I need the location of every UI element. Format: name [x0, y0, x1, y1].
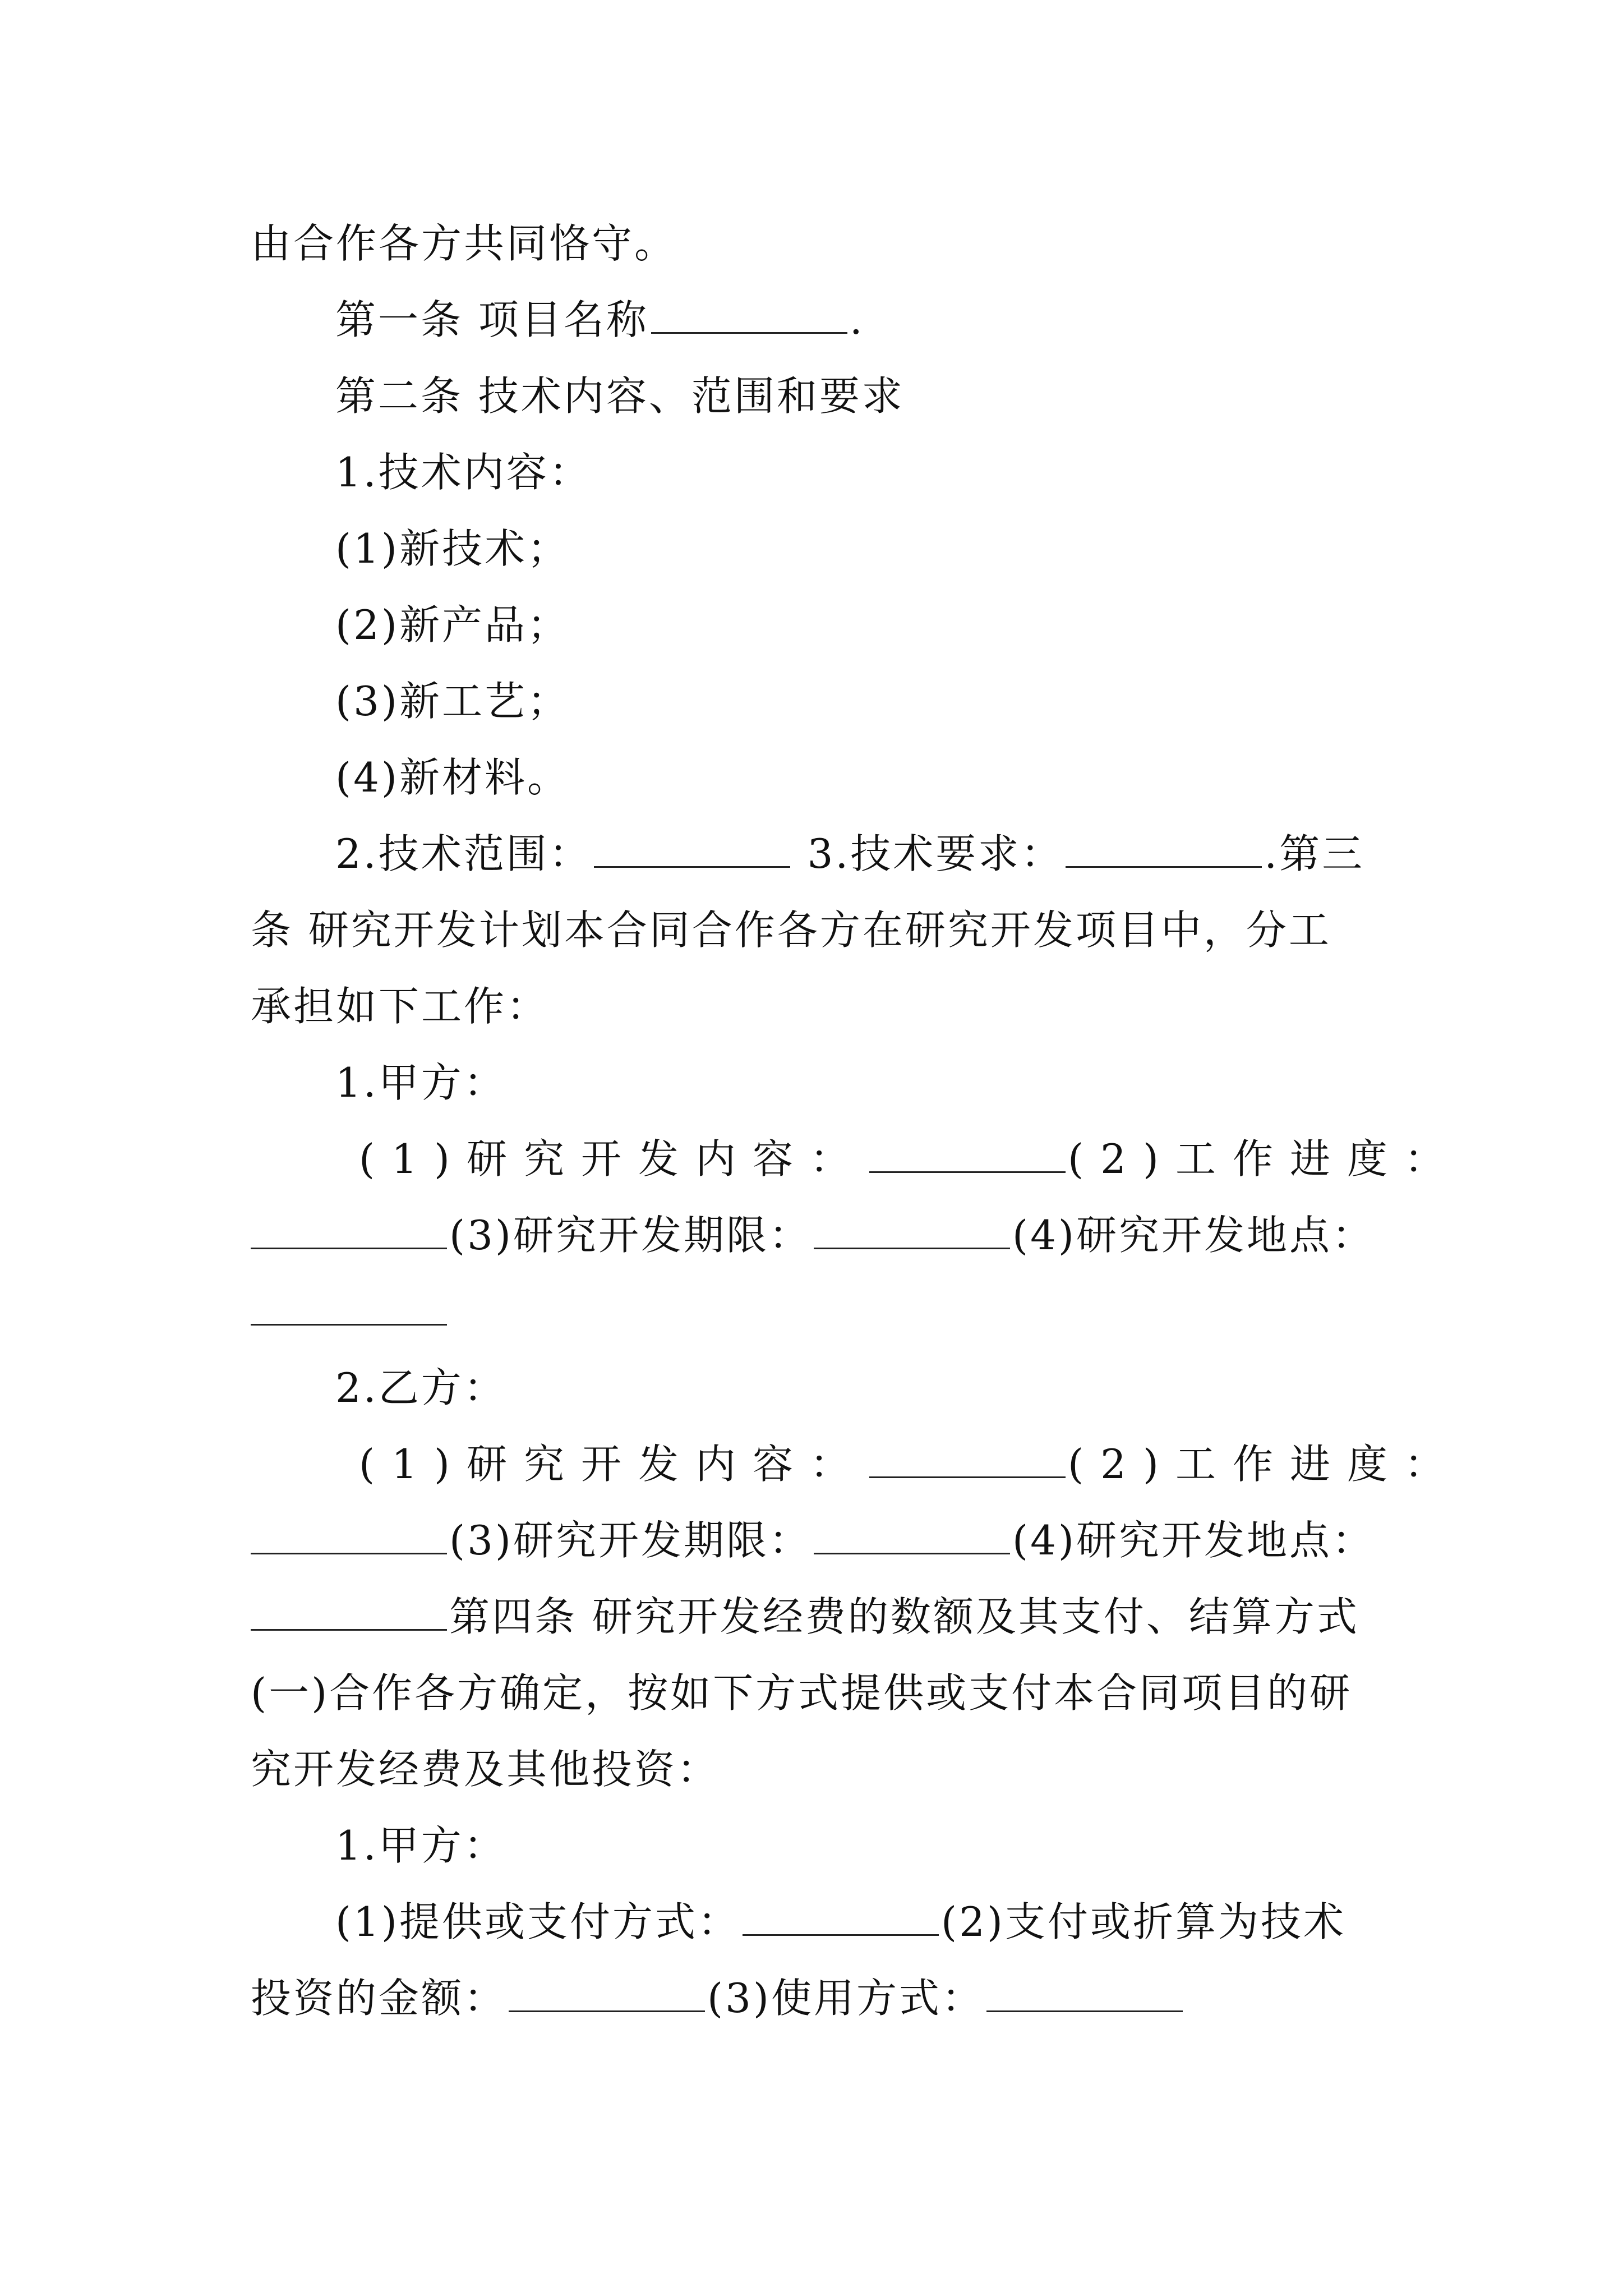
list-heading: 1.技术内容：: [335, 449, 592, 496]
list-item: (3)新工艺；: [335, 678, 570, 725]
article-4-line: 第四条 研究开发经费的数额及其支付、结算方式: [251, 1589, 1384, 1645]
paragraph-line: (一)合作各方确定，按如下方式提供或支付本合同项目的研: [251, 1669, 1353, 1717]
party-a-line-2: (3)研究开发期限： (4)研究开发地点：: [251, 1207, 1384, 1263]
party-a-line-1: (1)研究开发内容： (2)工作进度：: [359, 1135, 1461, 1182]
article-2-heading: 第二条 技术内容、范围和要求: [335, 372, 905, 420]
blank-field[interactable]: [869, 1135, 1066, 1173]
blank-field[interactable]: [251, 1288, 447, 1326]
blank-field[interactable]: [251, 1212, 447, 1249]
paragraph-line: 承担如下工作：: [251, 983, 550, 1030]
blank-field[interactable]: [251, 1517, 447, 1554]
blank-field[interactable]: [986, 1975, 1183, 2012]
list-item: (2)新产品；: [335, 601, 570, 648]
party-b-line-2: (3)研究开发期限： (4)研究开发地点：: [251, 1512, 1384, 1568]
funding-line-1: (1)提供或支付方式： (2)支付或折算为技术: [335, 1898, 1346, 1945]
party-a-heading: 1.甲方：: [335, 1059, 506, 1106]
blank-field[interactable]: [814, 1517, 1010, 1554]
paragraph-line: 究开发经费及其他投资：: [251, 1746, 720, 1793]
blank-field[interactable]: [594, 830, 790, 868]
technical-scope-line: 2.技术范围： 3.技术要求： .第三: [335, 830, 1365, 877]
blank-field[interactable]: [651, 296, 847, 334]
blank-field[interactable]: [743, 1898, 939, 1936]
party-a-funding-heading: 1.甲方：: [335, 1822, 506, 1869]
list-item: (4)新材料。: [335, 754, 570, 801]
blank-field[interactable]: [1066, 830, 1262, 868]
article-1-line: 第一条 项目名称 .: [335, 296, 865, 343]
party-a-line-3: [251, 1283, 1384, 1340]
blank-field[interactable]: [869, 1441, 1066, 1478]
paragraph-line: 由合作各方共同恪守。: [251, 220, 677, 267]
funding-line-2: 投资的金额： (3)使用方式：: [251, 1970, 1384, 2026]
party-b-heading: 2.乙方：: [335, 1364, 506, 1411]
paragraph-line: 条 研究开发计划本合同合作各方在研究开发项目中，分工: [251, 907, 1331, 954]
blank-field[interactable]: [251, 1593, 447, 1631]
list-item: (1)新技术；: [335, 525, 570, 572]
blank-field[interactable]: [814, 1212, 1010, 1249]
blank-field[interactable]: [509, 1975, 705, 2012]
party-b-line-1: (1)研究开发内容： (2)工作进度：: [359, 1441, 1461, 1488]
